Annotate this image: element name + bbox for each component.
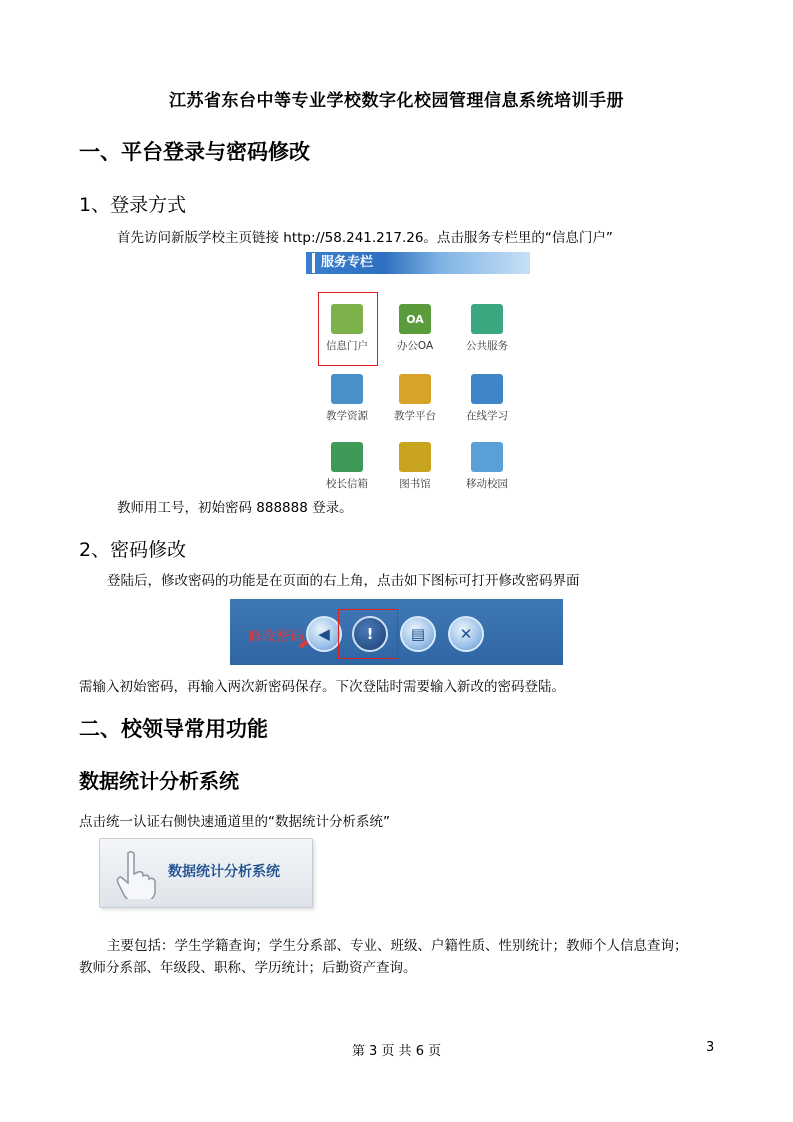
- mobile-phone-icon: [471, 442, 503, 472]
- oa-book-icon: OA: [399, 304, 431, 334]
- stats-button-label: 数据统计分析系统: [168, 864, 280, 880]
- service-label: 图书馆: [399, 478, 431, 490]
- service-label: 校长信箱: [326, 478, 368, 490]
- service-label: 信息门户: [326, 340, 368, 352]
- service-tile[interactable]: [380, 368, 450, 432]
- laptop-icon: [471, 374, 503, 404]
- document-title: 江苏省东台中等专业学校数字化校园管理信息系统培训手册: [169, 91, 624, 111]
- paragraph-features-line1: 主要包括：学生学籍查询；学生分系部、专业、班级、户籍性质、性别统计；教师个人信息查询；: [107, 938, 688, 954]
- service-tile[interactable]: [452, 298, 522, 362]
- paragraph-password-location: 登陆后，修改密码的功能是在页面的右上角，点击如下图标可打开修改密码界面: [107, 573, 580, 589]
- service-label: 在线学习: [466, 410, 508, 422]
- service-tile[interactable]: [312, 368, 382, 432]
- service-tile[interactable]: [452, 368, 522, 432]
- subheading-password-change: 2、密码修改: [79, 539, 187, 561]
- section-heading-leaders: 二、校领导常用功能: [79, 717, 268, 741]
- footer-page-text: 第 3 页 共 6 页: [351, 1044, 442, 1059]
- envelope-icon: [331, 442, 363, 472]
- paragraph-initial-password: 教师用工号，初始密码 888888 登录。: [117, 500, 353, 516]
- paragraph-password-steps: 需输入初始密码，再输入两次新密码保存。下次登陆时需要输入新改的密码登陆。: [79, 679, 565, 695]
- footer-page-number: 3: [706, 1040, 715, 1055]
- monitor-icon: [331, 304, 363, 334]
- document-icon[interactable]: ▤: [400, 616, 436, 652]
- paragraph-login-link: 首先访问新版学校主页链接 http://58.241.217.26。点击服务专栏里的“信息门户”: [117, 230, 613, 246]
- subheading-login-method: 1、登录方式: [79, 194, 187, 216]
- services-header-bar: [306, 252, 530, 274]
- service-tile[interactable]: [380, 298, 450, 362]
- people-icon: [471, 304, 503, 334]
- service-label: 教学平台: [394, 410, 436, 422]
- service-tile[interactable]: [452, 436, 522, 500]
- service-label: 移动校园: [466, 478, 508, 490]
- paragraph-stats-entry: 点击统一认证右侧快速通道里的“数据统计分析系统”: [79, 814, 390, 830]
- service-label: 教学资源: [326, 410, 368, 422]
- service-label: 办公OA: [396, 340, 434, 352]
- stats-system-button[interactable]: [99, 838, 313, 908]
- service-label: 公共服务: [466, 340, 508, 352]
- paragraph-features-line2: 教师分系部、年级段、职称、学历统计；后勤资产查询。: [79, 960, 417, 976]
- change-password-annotation: 修改密码: [248, 629, 304, 645]
- info-exclamation-icon[interactable]: !: [352, 616, 388, 652]
- close-icon[interactable]: ✕: [448, 616, 484, 652]
- hand-pointer-icon: [114, 849, 160, 899]
- service-tile[interactable]: [312, 436, 382, 500]
- back-icon[interactable]: ◀: [306, 616, 342, 652]
- highlight-box: [338, 609, 398, 659]
- service-tile[interactable]: [312, 298, 382, 362]
- service-tile[interactable]: [380, 436, 450, 500]
- notebook-pen-icon: [399, 374, 431, 404]
- toolbar-screenshot: [230, 599, 563, 665]
- services-header-label: 服务专栏: [312, 253, 373, 273]
- books-stack-icon: [331, 374, 363, 404]
- subheading-stats-system: 数据统计分析系统: [79, 769, 239, 793]
- section-heading-login: 一、平台登录与密码修改: [79, 140, 310, 164]
- reader-icon: [399, 442, 431, 472]
